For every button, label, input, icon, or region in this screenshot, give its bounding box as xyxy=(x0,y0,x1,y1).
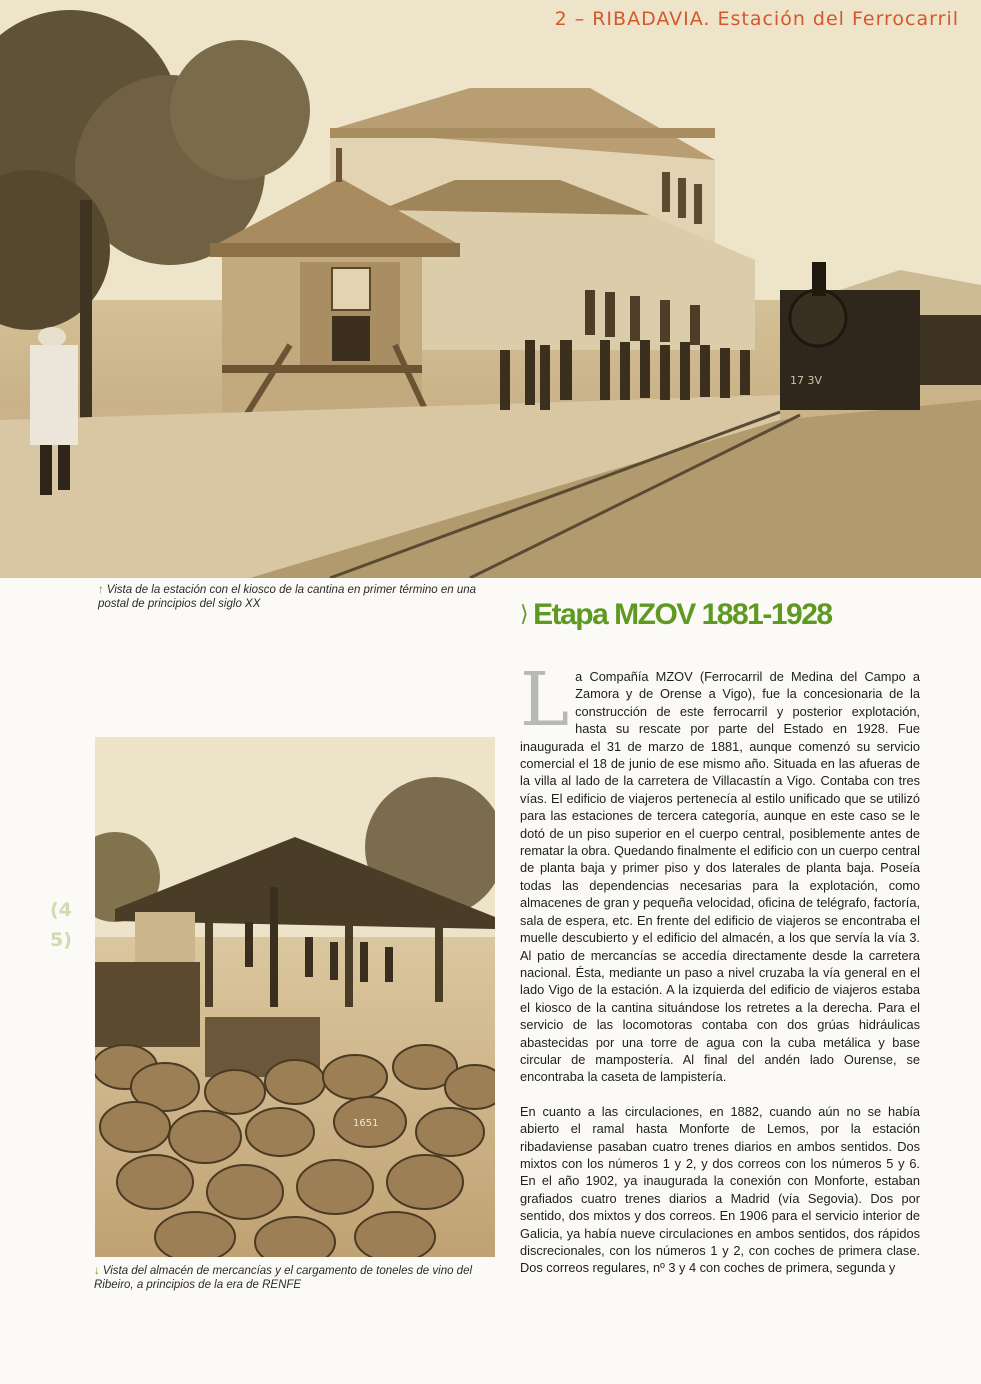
article-paragraph-1 xyxy=(520,657,920,1086)
locomotive-plate: 17 3V xyxy=(790,374,823,387)
station-illustration xyxy=(0,0,981,578)
page-header-title: 2 – RIBADAVIA. Estación del Ferrocarril xyxy=(554,8,959,30)
article-paragraph-1-text: a Compañía MZOV (Ferrocarril de Medina del Campo a Zamora y de Orense a Vigo), fue la concesionaria de la construcción de este ferrocarril y posterior explotación, hasta su rescate por parte del Estado en 1928. Fue inaugurada el 31 de marzo de 1881, aunque comenzó su servicio comercial el 18 de junio de ese mismo año. Situada en las afueras de la villa al lado de la carretera de Villacastín a Vigo. Contaba con tres vías. El edificio de viajeros pertenecía al estilo unificado que se utilizó para las estaciones de tercera categoría, aunque en este caso se le dotó de un piso superior en el cuerpo central, posiblemente antes de rematar la obra. Quedando finalmente el edificio con un cuerpo central de planta baja y primer piso y dos laterales de planta baja. Poseía todas las dependencias necesarias para la explotación, como almacenes de gran y pequeña velocidad, oficina de telégrafo, factoría, sala de espera, etc. En frente del edificio de viajeros se encontraba el muelle descubierto y el edificio del almacén, a los que servía la vía 3. Al patio de mercancías se accedía directamente desde la carretera nacional. Ésta, mediante un paso a nivel cruzaba la vía general en el lado Vigo de la estación. A la izquierda del edificio de viajeros estaba el kiosco de la cantina situándose los retretes a la derecha. Para el servicio de las locomotoras contaba con dos grúas hidráulicas abastecidas por una torre de agua con la cuba metálica y base circular de mampostería. Al final del andén lado Ourense, se encontraba la caseta de lampistería. xyxy=(520,669,920,1085)
top-photo-caption xyxy=(98,583,498,611)
warehouse-photo xyxy=(95,737,495,1257)
page-number xyxy=(50,895,80,955)
article-paragraph-2: En cuanto a las circulaciones, en 1882, cuando aún no se había abierto el ramal hasta Monforte de Lemos, por la estación ribadaviense pasaban cuatro trenes diarios en ambos sentidos. Dos mixtos con los números 1 y 2, y dos correos con los números 5 y 6. En el año 1902, ya inaugurada la conexión con Monforte, estaban grafiados cuatro trenes diarios a Madrid (vía Segovia). Dos por sentido, dos mixtos y dos correos. En 1906 para el servicio interior de Galicia, ya había nueve circulaciones en ambos sentidos, dos rápidos discrecionales, con los números 1 y 2, con coches de primera clase. Dos correos regulares, nº 3 y 4 con coches de primera, segunda y xyxy=(520,1103,920,1276)
bottom-photo-caption-text: Vista del almacén de mercancías y el cargamento de toneles de vino del Ribeiro, a principios de la era de RENFE xyxy=(94,1265,473,1291)
barrel-label: 1651 xyxy=(353,1118,379,1129)
section-title: Etapa MZOV 1881-1928 xyxy=(533,598,832,631)
arrow-down-icon: ↓ xyxy=(94,1265,100,1277)
warehouse-illustration xyxy=(95,737,495,1257)
article-body xyxy=(520,657,920,1277)
top-photo-caption-text: Vista de la estación con el kiosco de la cantina en primer término en una postal de principios del siglo XX xyxy=(98,584,477,610)
drop-cap: L xyxy=(520,657,570,743)
page-number-line1: (4 xyxy=(50,899,72,921)
page-number-line2: 5) xyxy=(50,929,72,951)
station-postcard-photo xyxy=(0,0,981,578)
arrow-up-icon: ↑ xyxy=(98,584,104,596)
bottom-photo-caption xyxy=(94,1264,494,1292)
section-heading xyxy=(520,598,832,632)
chevron-right-icon: ⟩ xyxy=(520,601,528,626)
